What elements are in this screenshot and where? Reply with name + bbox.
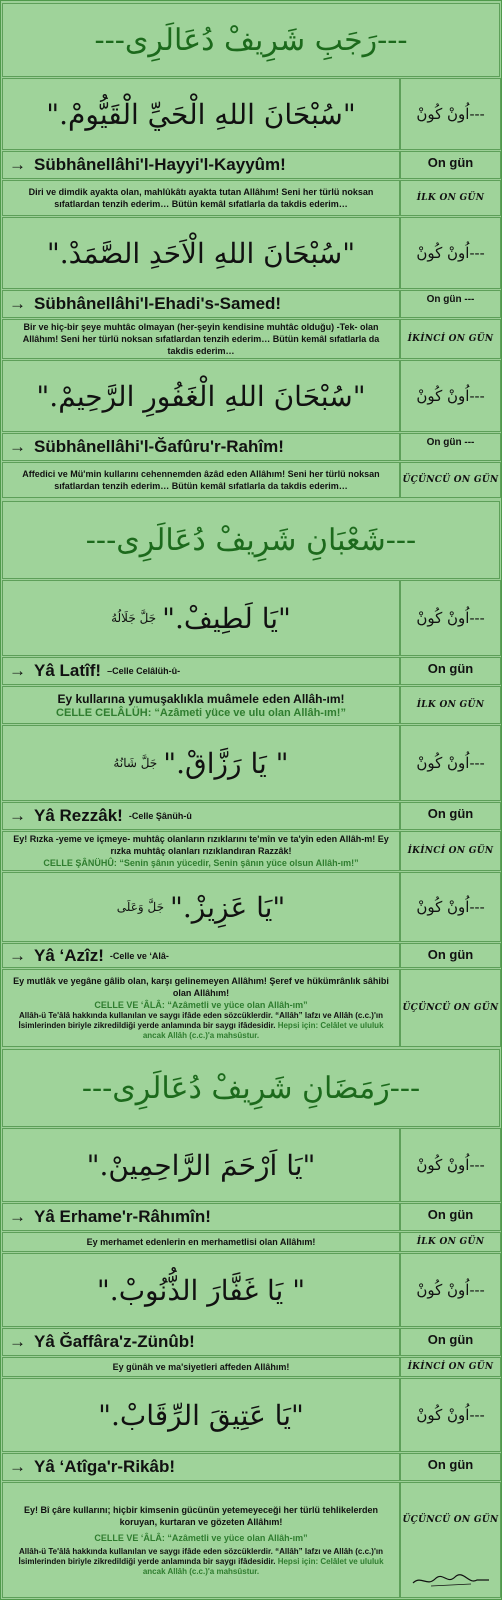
meaning-line: Affedici ve Mü'min kullarını cehennemden âzâd eden Allâhım! Seni her türlü noksan sıfatlardan tenzih ederim… Bütün kemâl sıfatlarla da takdis ederim… (22, 469, 380, 491)
honorific-note (9, 1011, 393, 1041)
transliteration-text: Sübhânellâhi'l-Hayyi'l-Kayyûm! (34, 155, 286, 174)
month-title: ---شَعْبَانِ شَرِيفْ دُعَالَرِى--- (2, 501, 500, 579)
days-label: On gün (400, 151, 501, 179)
arabic-honorific: جَلَّ جَلَالُهُ (111, 611, 157, 625)
third-ten-days-label: ÜÇÜNCÜ ON GÜN (400, 969, 501, 1047)
dua-meaning-row (1, 831, 501, 871)
arabic-main: "يَا عَزِيزْ." (169, 890, 286, 924)
transliteration (2, 1203, 400, 1231)
repeat-count-label: ---اُونْ كُونْ (400, 217, 501, 289)
repeat-count-label: ---اُونْ كُونْ (400, 580, 501, 656)
arrow-right-icon: → (9, 806, 26, 825)
dua-transliteration-row (1, 1453, 501, 1481)
dua-arabic-row (1, 1253, 501, 1327)
dua-arabic-row (1, 1378, 501, 1452)
arabic-text (2, 725, 400, 801)
meaning (2, 686, 400, 724)
arabic-text: "سُبْحَانَ اللهِ الْغَفُورِ الرَّحِيمْ." (2, 360, 400, 432)
repeat-count-label: ---اُونْ كُونْ (400, 360, 501, 432)
dua-transliteration-row (1, 151, 501, 179)
transliteration (2, 802, 400, 830)
repeat-count-label: ---اُونْ كُونْ (400, 1378, 501, 1452)
first-ten-days-label: İLK ON GÜN (400, 1232, 501, 1252)
meaning (2, 1482, 400, 1598)
arrow-right-icon: → (9, 1332, 26, 1351)
arabic-text: "سُبْحَانَ اللهِ الْاَحَدِ الصَّمَدْ." (2, 217, 400, 289)
dua-meaning-row (1, 1482, 501, 1598)
honorific-summary: Hepsi için: Celâlet ve ululuk ancak Allâh (c.c.)'a mahsûstur. (142, 1021, 384, 1040)
third-ten-days-label (400, 1482, 501, 1598)
arrow-right-icon: → (9, 661, 26, 680)
arrow-right-icon: → (9, 294, 26, 313)
dua-transliteration-row (1, 1328, 501, 1356)
transliteration (2, 943, 400, 968)
dua-arabic-row (1, 78, 501, 150)
meaning (2, 180, 400, 216)
meaning-line: Bir ve hiç-bir şeye muhtâc olmayan (her-şeyin kendisine muhtâc olduğu) -Tek- olan Allâhım! Seni her türlü noksan sıfatlardan tenzih ederim… Bütün kemâl sıfatlarla da takdis ederim… (22, 322, 380, 356)
dua-arabic-row (1, 217, 501, 289)
arrow-right-icon: → (9, 437, 26, 456)
third-ten-days-label: ÜÇÜNCÜ ON GÜN (400, 462, 501, 498)
meaning (2, 462, 400, 498)
transliteration (2, 290, 400, 318)
days-label: On gün (400, 943, 501, 968)
days-label: On gün (400, 1203, 501, 1231)
second-ten-days-label: İKİNCİ ON GÜN (400, 319, 501, 359)
dua-transliteration-row (1, 657, 501, 685)
arrow-right-icon: → (9, 1207, 26, 1226)
repeat-count-label: ---اُونْ كُونْ (400, 872, 501, 942)
arabic-text (2, 580, 400, 656)
meaning-line: Ey! Bî çâre kullarını; hiçbir kimsenin gücünün yetemeyeceği her türlü tehlikelerden koruyan, kurtaran ve gözeten Allâhım! (23, 1504, 379, 1527)
arabic-honorific: جَلَّ وَعَلَى (116, 900, 164, 914)
meaning-line: Ey kullarına yumuşaklıkla muâmele eden Allâh-ım! (57, 691, 345, 706)
month-header-shaban (1, 501, 501, 579)
second-ten-days-label: İKİNCİ ON GÜN (400, 831, 501, 871)
dua-transliteration-row (1, 433, 501, 461)
arrow-right-icon: → (9, 155, 26, 174)
dua-arabic-row (1, 360, 501, 432)
days-label: On gün --- (400, 433, 501, 461)
arabic-main: " يَا رَزَّاقْ." (163, 746, 289, 780)
dua-arabic-row (1, 1128, 501, 1202)
signature-mark (411, 1571, 491, 1589)
dua-transliteration-row (1, 290, 501, 318)
dua-meaning-row (1, 686, 501, 724)
meaning-line: Ey günâh ve ma'siyetleri affeden Allâhım! (112, 1362, 290, 1372)
dua-transliteration-row (1, 1203, 501, 1231)
honorific-explanation: CELLE CELÂLÜH: “Azâmeti yüce ve ulu olan Allâh-ım!” (56, 706, 346, 719)
arabic-honorific: جَلَّ شَانُهُ (113, 756, 158, 770)
transliteration-text: Yâ ‘Atîga'r-Rikâb! (34, 1457, 176, 1476)
repeat-count-label: ---اُونْ كُونْ (400, 1128, 501, 1202)
meaning-line: Ey! Rızka -yeme ve içmeye- muhtâç olanların rızıklarını te'mîn ve ta'yîn eden Allâh-m! Ey rızka muhtâç olanları rızıklandıran Razzâk! (13, 834, 389, 856)
transliteration (2, 657, 400, 685)
honorific-note (9, 1547, 393, 1577)
transliteration-text: Sübhânellâhi'l-Ğafûru'r-Rahîm! (34, 437, 284, 456)
dua-arabic-row (1, 725, 501, 801)
arabic-text: "يَا عَتِيقَ الرِّقَابْ." (2, 1378, 400, 1452)
arrow-right-icon: → (9, 1457, 26, 1476)
dua-meaning-row (1, 1357, 501, 1377)
honorific-note-text: Allâh-ü Te'âlâ hakkında kullanılan ve saygı ifâde eden sözcüklerdir. “Allâh” lafzı ve Allâh (c.c.)'ın İsimlerinden biriyle zikredildiği yerde anlamında bir saygı ifâdesidir. (18, 1546, 383, 1566)
meaning (2, 1232, 400, 1252)
transliteration-honorific: –Celle Celâlüh-û- (107, 666, 181, 676)
days-label: On gün (400, 1328, 501, 1356)
arrow-right-icon: → (9, 945, 26, 965)
dua-meaning-row (1, 180, 501, 216)
days-label: On gün (400, 802, 501, 830)
days-label: On gün (400, 1453, 501, 1481)
dua-transliteration-row (1, 943, 501, 968)
honorific-summary: Hepsi için: Celâlet ve ululuk ancak Allâh (c.c.)'a mahsûstur. (142, 1556, 384, 1576)
dua-meaning-row (1, 319, 501, 359)
transliteration-text: Yâ Latîf! (34, 661, 102, 680)
honorific-note-text: Allâh-ü Te'âlâ hakkında kullanılan ve saygı ifâde eden sözcüklerdir. “Allâh” lafzı ve Allâh (c.c.)'ın İsimlerinden biriyle zikredildiği yerde anlamında bir saygı ifâdesidir. (18, 1011, 383, 1030)
month-title: ---رَمَضَانِ شَرِيفْ دُعَالَرِى--- (2, 1049, 500, 1127)
transliteration-text: Yâ Erhame'r-Râhımîn! (34, 1207, 211, 1226)
transliteration-honorific: -Celle ve ‘Alâ- (109, 950, 169, 961)
second-ten-days-label: İKİNCİ ON GÜN (400, 1357, 501, 1377)
arabic-text: "سُبْحَانَ اللهِ الْحَيِّ الْقَيُّومْ." (2, 78, 400, 150)
transliteration (2, 433, 400, 461)
arabic-text: "يَا اَرْحَمَ الرَّاحِمِينْ." (2, 1128, 400, 1202)
month-header-ramadan (1, 1049, 501, 1127)
meaning (2, 969, 400, 1047)
meaning-line: Diri ve dimdik ayakta olan, mahlûkâtı ayakta tutan Allâhım! Seni her türlü noksan sıfatlardan tenzih ederim… Bütün kemâl sıfatlarla da takdis ederim… (28, 187, 374, 209)
dua-meaning-row (1, 1232, 501, 1252)
third-ten-days-text: ÜÇÜNCÜ ON GÜN (402, 1515, 499, 1525)
first-ten-days-label: İLK ON GÜN (400, 180, 501, 216)
month-title: ---رَجَبِ شَرِيفْ دُعَالَرِى--- (2, 3, 500, 77)
honorific-explanation: CELLE VE ‘ÂLÂ: “Azâmetli ve yüce olan Allâh-ım” (94, 1532, 308, 1543)
honorific-explanation: CELLE VE ‘ÂLÂ: “Azâmetli ve yüce olan Allâh-ım” (94, 1000, 308, 1010)
meaning (2, 1357, 400, 1377)
transliteration-text: Yâ Rezzâk! (34, 806, 123, 825)
transliteration-honorific: -Celle Şânüh-û (128, 811, 192, 821)
meaning (2, 831, 400, 871)
meaning-line: Ey mutlâk ve yegâne gâlib olan, karşı gelinemeyen Allâhım! Şeref ve hükümrânlık sâhibi olan Allâhım! (13, 976, 389, 998)
first-ten-days-label: İLK ON GÜN (400, 686, 501, 724)
dua-meaning-row (1, 462, 501, 498)
days-label: On gün (400, 657, 501, 685)
dua-meaning-row (1, 969, 501, 1047)
repeat-count-label: ---اُونْ كُونْ (400, 1253, 501, 1327)
transliteration-text: Yâ ‘Azîz! (34, 945, 104, 965)
honorific-explanation: CELLE ŞÂNÜHÛ: “Senin şânın yücedir, Senin şânın yüce olsun Allâh-ım!” (43, 858, 359, 868)
transliteration-text: Yâ Ğaffâra'z-Zünûb! (34, 1332, 195, 1351)
month-header-rajab (1, 3, 501, 77)
repeat-count-label: ---اُونْ كُونْ (400, 78, 501, 150)
arabic-text (2, 872, 400, 942)
meaning (2, 319, 400, 359)
meaning-line: Ey merhamet edenlerin en merhametlisi olan Allâhım! (86, 1237, 316, 1247)
dua-arabic-row (1, 872, 501, 942)
transliteration (2, 151, 400, 179)
dua-transliteration-row (1, 802, 501, 830)
dua-arabic-row (1, 580, 501, 656)
transliteration-text: Sübhânellâhi'l-Ehadi's-Samed! (34, 294, 282, 313)
repeat-count-label: ---اُونْ كُونْ (400, 725, 501, 801)
transliteration (2, 1453, 400, 1481)
arabic-text: " يَا غَفَّارَ الذُّنُوبْ." (2, 1253, 400, 1327)
arabic-main: "يَا لَطِيفْ." (162, 601, 291, 635)
days-label: On gün --- (400, 290, 501, 318)
transliteration (2, 1328, 400, 1356)
